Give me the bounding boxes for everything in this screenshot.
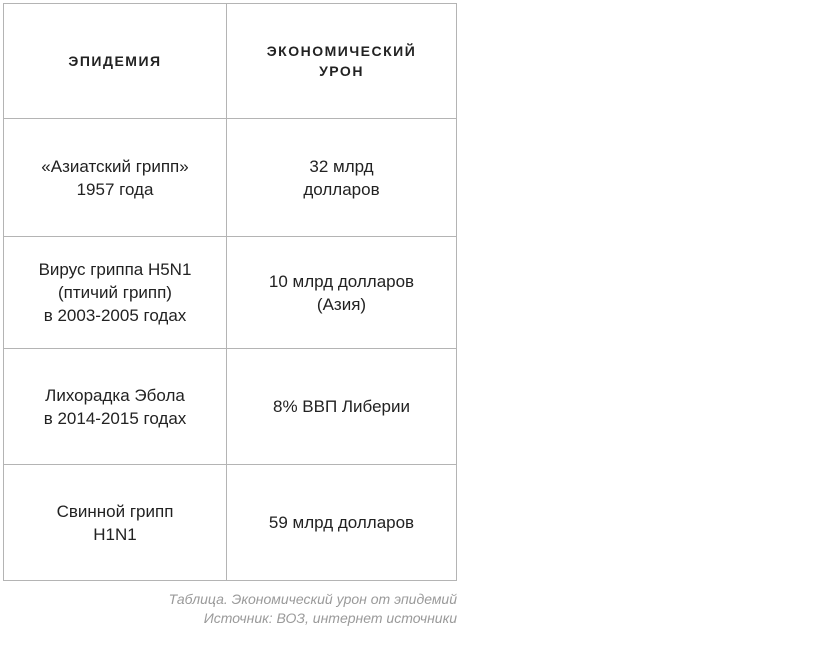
caption-title: Таблица. Экономический урон от эпидемий — [168, 591, 457, 607]
table-row — [4, 237, 457, 349]
header-damage — [227, 4, 457, 119]
table-row — [4, 349, 457, 465]
header-epidemic: ЭПИДЕМИЯ — [4, 4, 227, 119]
damage-line: (Азия) — [316, 294, 367, 314]
epidemic-cell — [4, 237, 227, 349]
epidemic-line: в 2003-2005 годах — [43, 306, 187, 325]
epidemic-damage-table — [3, 3, 457, 581]
epidemic-line: Лихорадка Эбола — [45, 385, 185, 405]
table-caption — [169, 590, 457, 628]
damage-line: 59 млрд долларов — [268, 513, 415, 532]
damage-line: 8% ВВП Либерии — [272, 397, 410, 416]
epidemic-line: в 2014-2015 годах — [43, 408, 187, 428]
damage-cell — [227, 465, 457, 581]
epidemic-line: (птичий грипп) — [58, 283, 172, 302]
epidemic-line: Вирус гриппа H5N1 — [38, 260, 192, 279]
epidemic-line: 1957 года — [76, 179, 154, 199]
damage-line: 32 млрд — [309, 156, 374, 176]
epidemic-line: H1N1 — [93, 524, 137, 544]
damage-cell — [227, 119, 457, 237]
header-damage-line1: ЭКОНОМИЧЕСКИЙ — [266, 43, 417, 59]
epidemic-cell — [4, 465, 227, 581]
damage-line: 10 млрд долларов — [268, 271, 415, 291]
table-row — [4, 119, 457, 237]
damage-line: долларов — [303, 179, 380, 199]
epidemic-cell — [4, 119, 227, 237]
caption-source: Источник: ВОЗ, интернет источники — [203, 610, 457, 626]
header-damage-line2: УРОН — [319, 63, 364, 79]
table-header-row — [4, 4, 457, 119]
epidemic-line: Свинной грипп — [56, 501, 174, 521]
epidemic-cell — [4, 349, 227, 465]
table-row — [4, 465, 457, 581]
damage-cell — [227, 349, 457, 465]
epidemic-line: «Азиатский грипп» — [41, 156, 189, 176]
damage-cell — [227, 237, 457, 349]
